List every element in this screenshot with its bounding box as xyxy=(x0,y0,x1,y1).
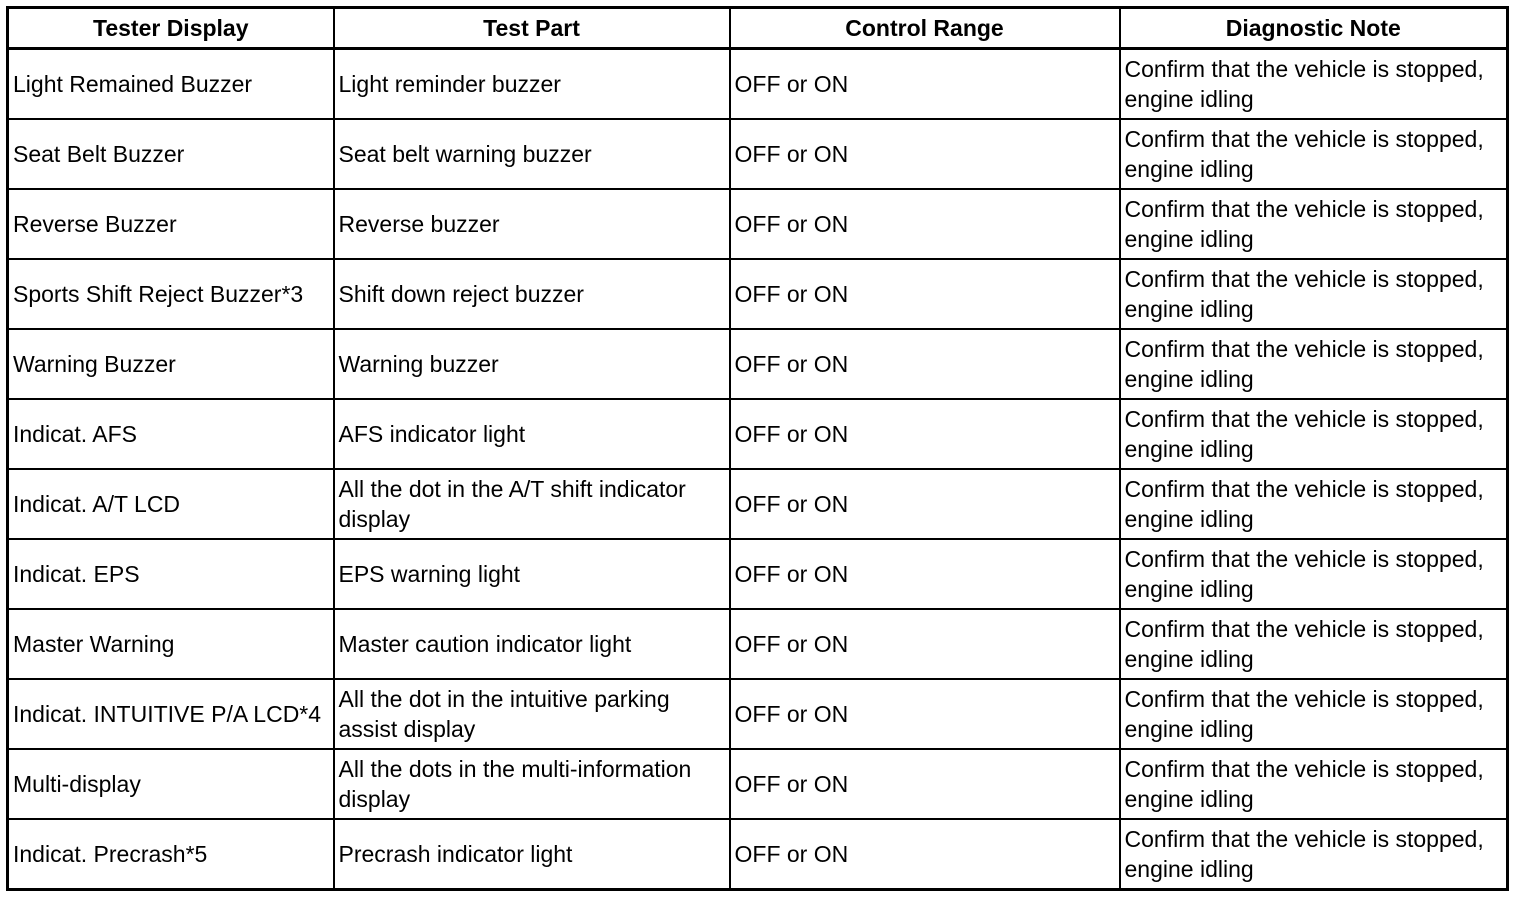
header-row xyxy=(8,8,1508,49)
cell-tester-display: Reverse Buzzer xyxy=(8,189,334,259)
table-row xyxy=(8,119,1508,189)
cell-tester-display: Sports Shift Reject Buzzer*3 xyxy=(8,259,334,329)
cell-control-range: OFF or ON xyxy=(730,119,1120,189)
table-row xyxy=(8,469,1508,539)
table-row xyxy=(8,189,1508,259)
cell-tester-display: Seat Belt Buzzer xyxy=(8,119,334,189)
cell-control-range: OFF or ON xyxy=(730,189,1120,259)
active-test-table-container xyxy=(6,6,1509,891)
cell-diagnostic-note: Confirm that the vehicle is stopped, engine idling xyxy=(1120,819,1508,890)
cell-diagnostic-note: Confirm that the vehicle is stopped, engine idling xyxy=(1120,749,1508,819)
header-control-range: Control Range xyxy=(730,8,1120,49)
table-row xyxy=(8,399,1508,469)
cell-control-range: OFF or ON xyxy=(730,539,1120,609)
cell-test-part: AFS indicator light xyxy=(334,399,730,469)
cell-test-part: All the dot in the A/T shift indicator display xyxy=(334,469,730,539)
cell-test-part: Light reminder buzzer xyxy=(334,49,730,120)
cell-diagnostic-note: Confirm that the vehicle is stopped, engine idling xyxy=(1120,539,1508,609)
table-row xyxy=(8,49,1508,120)
cell-diagnostic-note: Confirm that the vehicle is stopped, engine idling xyxy=(1120,399,1508,469)
table-row xyxy=(8,329,1508,399)
cell-control-range: OFF or ON xyxy=(730,469,1120,539)
cell-tester-display: Master Warning xyxy=(8,609,334,679)
cell-tester-display: Multi-display xyxy=(8,749,334,819)
cell-tester-display: Warning Buzzer xyxy=(8,329,334,399)
cell-control-range: OFF or ON xyxy=(730,329,1120,399)
active-test-table xyxy=(6,6,1509,891)
cell-control-range: OFF or ON xyxy=(730,819,1120,890)
cell-test-part: Master caution indicator light xyxy=(334,609,730,679)
cell-diagnostic-note: Confirm that the vehicle is stopped, engine idling xyxy=(1120,609,1508,679)
table-row xyxy=(8,679,1508,749)
table-row xyxy=(8,749,1508,819)
cell-control-range: OFF or ON xyxy=(730,749,1120,819)
cell-test-part: All the dot in the intuitive parking assist display xyxy=(334,679,730,749)
table-row xyxy=(8,819,1508,890)
cell-diagnostic-note: Confirm that the vehicle is stopped, engine idling xyxy=(1120,119,1508,189)
cell-control-range: OFF or ON xyxy=(730,49,1120,120)
cell-control-range: OFF or ON xyxy=(730,609,1120,679)
cell-test-part: Warning buzzer xyxy=(334,329,730,399)
cell-tester-display: Indicat. EPS xyxy=(8,539,334,609)
cell-tester-display: Indicat. A/T LCD xyxy=(8,469,334,539)
cell-test-part: Shift down reject buzzer xyxy=(334,259,730,329)
cell-test-part: Reverse buzzer xyxy=(334,189,730,259)
header-tester-display: Tester Display xyxy=(8,8,334,49)
header-diagnostic-note: Diagnostic Note xyxy=(1120,8,1508,49)
cell-diagnostic-note: Confirm that the vehicle is stopped, engine idling xyxy=(1120,259,1508,329)
table-row xyxy=(8,539,1508,609)
cell-test-part: Seat belt warning buzzer xyxy=(334,119,730,189)
table-row xyxy=(8,259,1508,329)
cell-test-part: EPS warning light xyxy=(334,539,730,609)
cell-diagnostic-note: Confirm that the vehicle is stopped, engine idling xyxy=(1120,679,1508,749)
cell-diagnostic-note: Confirm that the vehicle is stopped, engine idling xyxy=(1120,329,1508,399)
cell-test-part: All the dots in the multi-information display xyxy=(334,749,730,819)
cell-tester-display: Indicat. AFS xyxy=(8,399,334,469)
cell-diagnostic-note: Confirm that the vehicle is stopped, engine idling xyxy=(1120,189,1508,259)
table-body xyxy=(8,49,1508,890)
table-header xyxy=(8,8,1508,49)
cell-diagnostic-note: Confirm that the vehicle is stopped, engine idling xyxy=(1120,49,1508,120)
cell-control-range: OFF or ON xyxy=(730,259,1120,329)
cell-control-range: OFF or ON xyxy=(730,679,1120,749)
cell-tester-display: Indicat. INTUITIVE P/A LCD*4 xyxy=(8,679,334,749)
cell-diagnostic-note: Confirm that the vehicle is stopped, engine idling xyxy=(1120,469,1508,539)
cell-tester-display: Indicat. Precrash*5 xyxy=(8,819,334,890)
cell-control-range: OFF or ON xyxy=(730,399,1120,469)
cell-test-part: Precrash indicator light xyxy=(334,819,730,890)
table-row xyxy=(8,609,1508,679)
header-test-part: Test Part xyxy=(334,8,730,49)
cell-tester-display: Light Remained Buzzer xyxy=(8,49,334,120)
